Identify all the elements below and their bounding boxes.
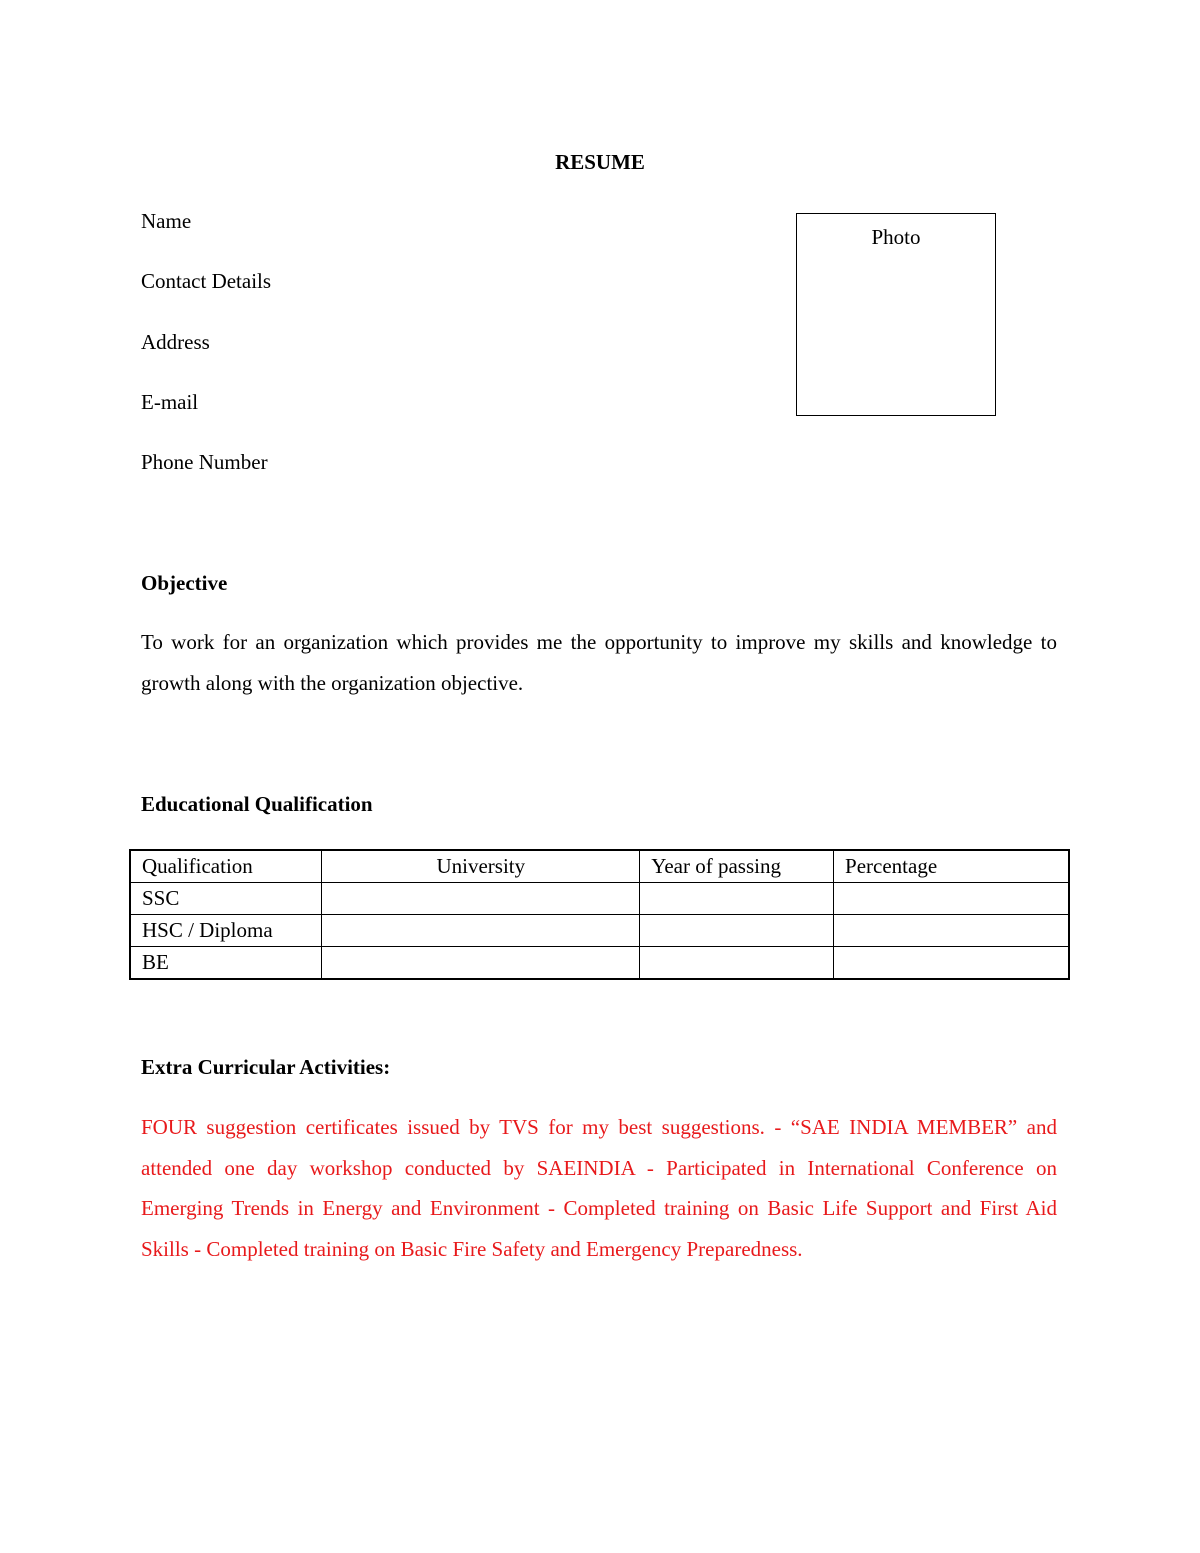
column-header-year-of-passing: Year of passing: [640, 850, 834, 883]
education-table: [129, 849, 1070, 980]
objective-heading: Objective: [141, 571, 228, 595]
table-cell-university: [322, 947, 640, 980]
field-contact-details: Contact Details: [141, 269, 272, 293]
photo-label: Photo: [871, 225, 921, 249]
education-heading: Educational Qualification: [141, 792, 373, 816]
table-cell-qualification: HSC / Diploma: [130, 915, 322, 947]
column-header-percentage: Percentage: [834, 850, 1069, 883]
extra-curricular-text: FOUR suggestion certificates issued by TVS for my best suggestions. - “SAE INDIA MEMBER” and attended one day workshop conducted by SAEINDIA - Participated in International Conference on Emerging Trends in Energy and Environment - Completed training on Basic Life Support and First Aid Skills - Completed training on Basic Fire Safety and Emergency Preparedness.: [141, 1115, 1057, 1261]
table-cell-percentage: [834, 947, 1069, 980]
column-header-university: University: [322, 850, 640, 883]
page-title: RESUME: [555, 150, 645, 174]
table-cell-qualification: BE: [130, 947, 322, 980]
table-cell-qualification: SSC: [130, 883, 322, 915]
table-cell-year: [640, 883, 834, 915]
extra-curricular-heading: Extra Curricular Activities:: [141, 1055, 391, 1079]
table-cell-university: [322, 915, 640, 947]
field-email: E-mail: [141, 390, 199, 414]
table-row: [130, 947, 1069, 980]
field-address: Address: [141, 330, 210, 354]
objective-text: To work for an organization which provides me the opportunity to improve my skills and knowledge to growth along with the organization objective.: [141, 630, 1057, 695]
table-cell-year: [640, 947, 834, 980]
column-header-qualification: Qualification: [130, 850, 322, 883]
field-phone-number: Phone Number: [141, 450, 268, 474]
table-cell-university: [322, 883, 640, 915]
table-row: [130, 915, 1069, 947]
field-name: Name: [141, 209, 192, 233]
photo-placeholder: [796, 213, 996, 416]
table-row: [130, 883, 1069, 915]
table-header-row: [130, 850, 1069, 883]
table-cell-year: [640, 915, 834, 947]
table-cell-percentage: [834, 883, 1069, 915]
table-cell-percentage: [834, 915, 1069, 947]
